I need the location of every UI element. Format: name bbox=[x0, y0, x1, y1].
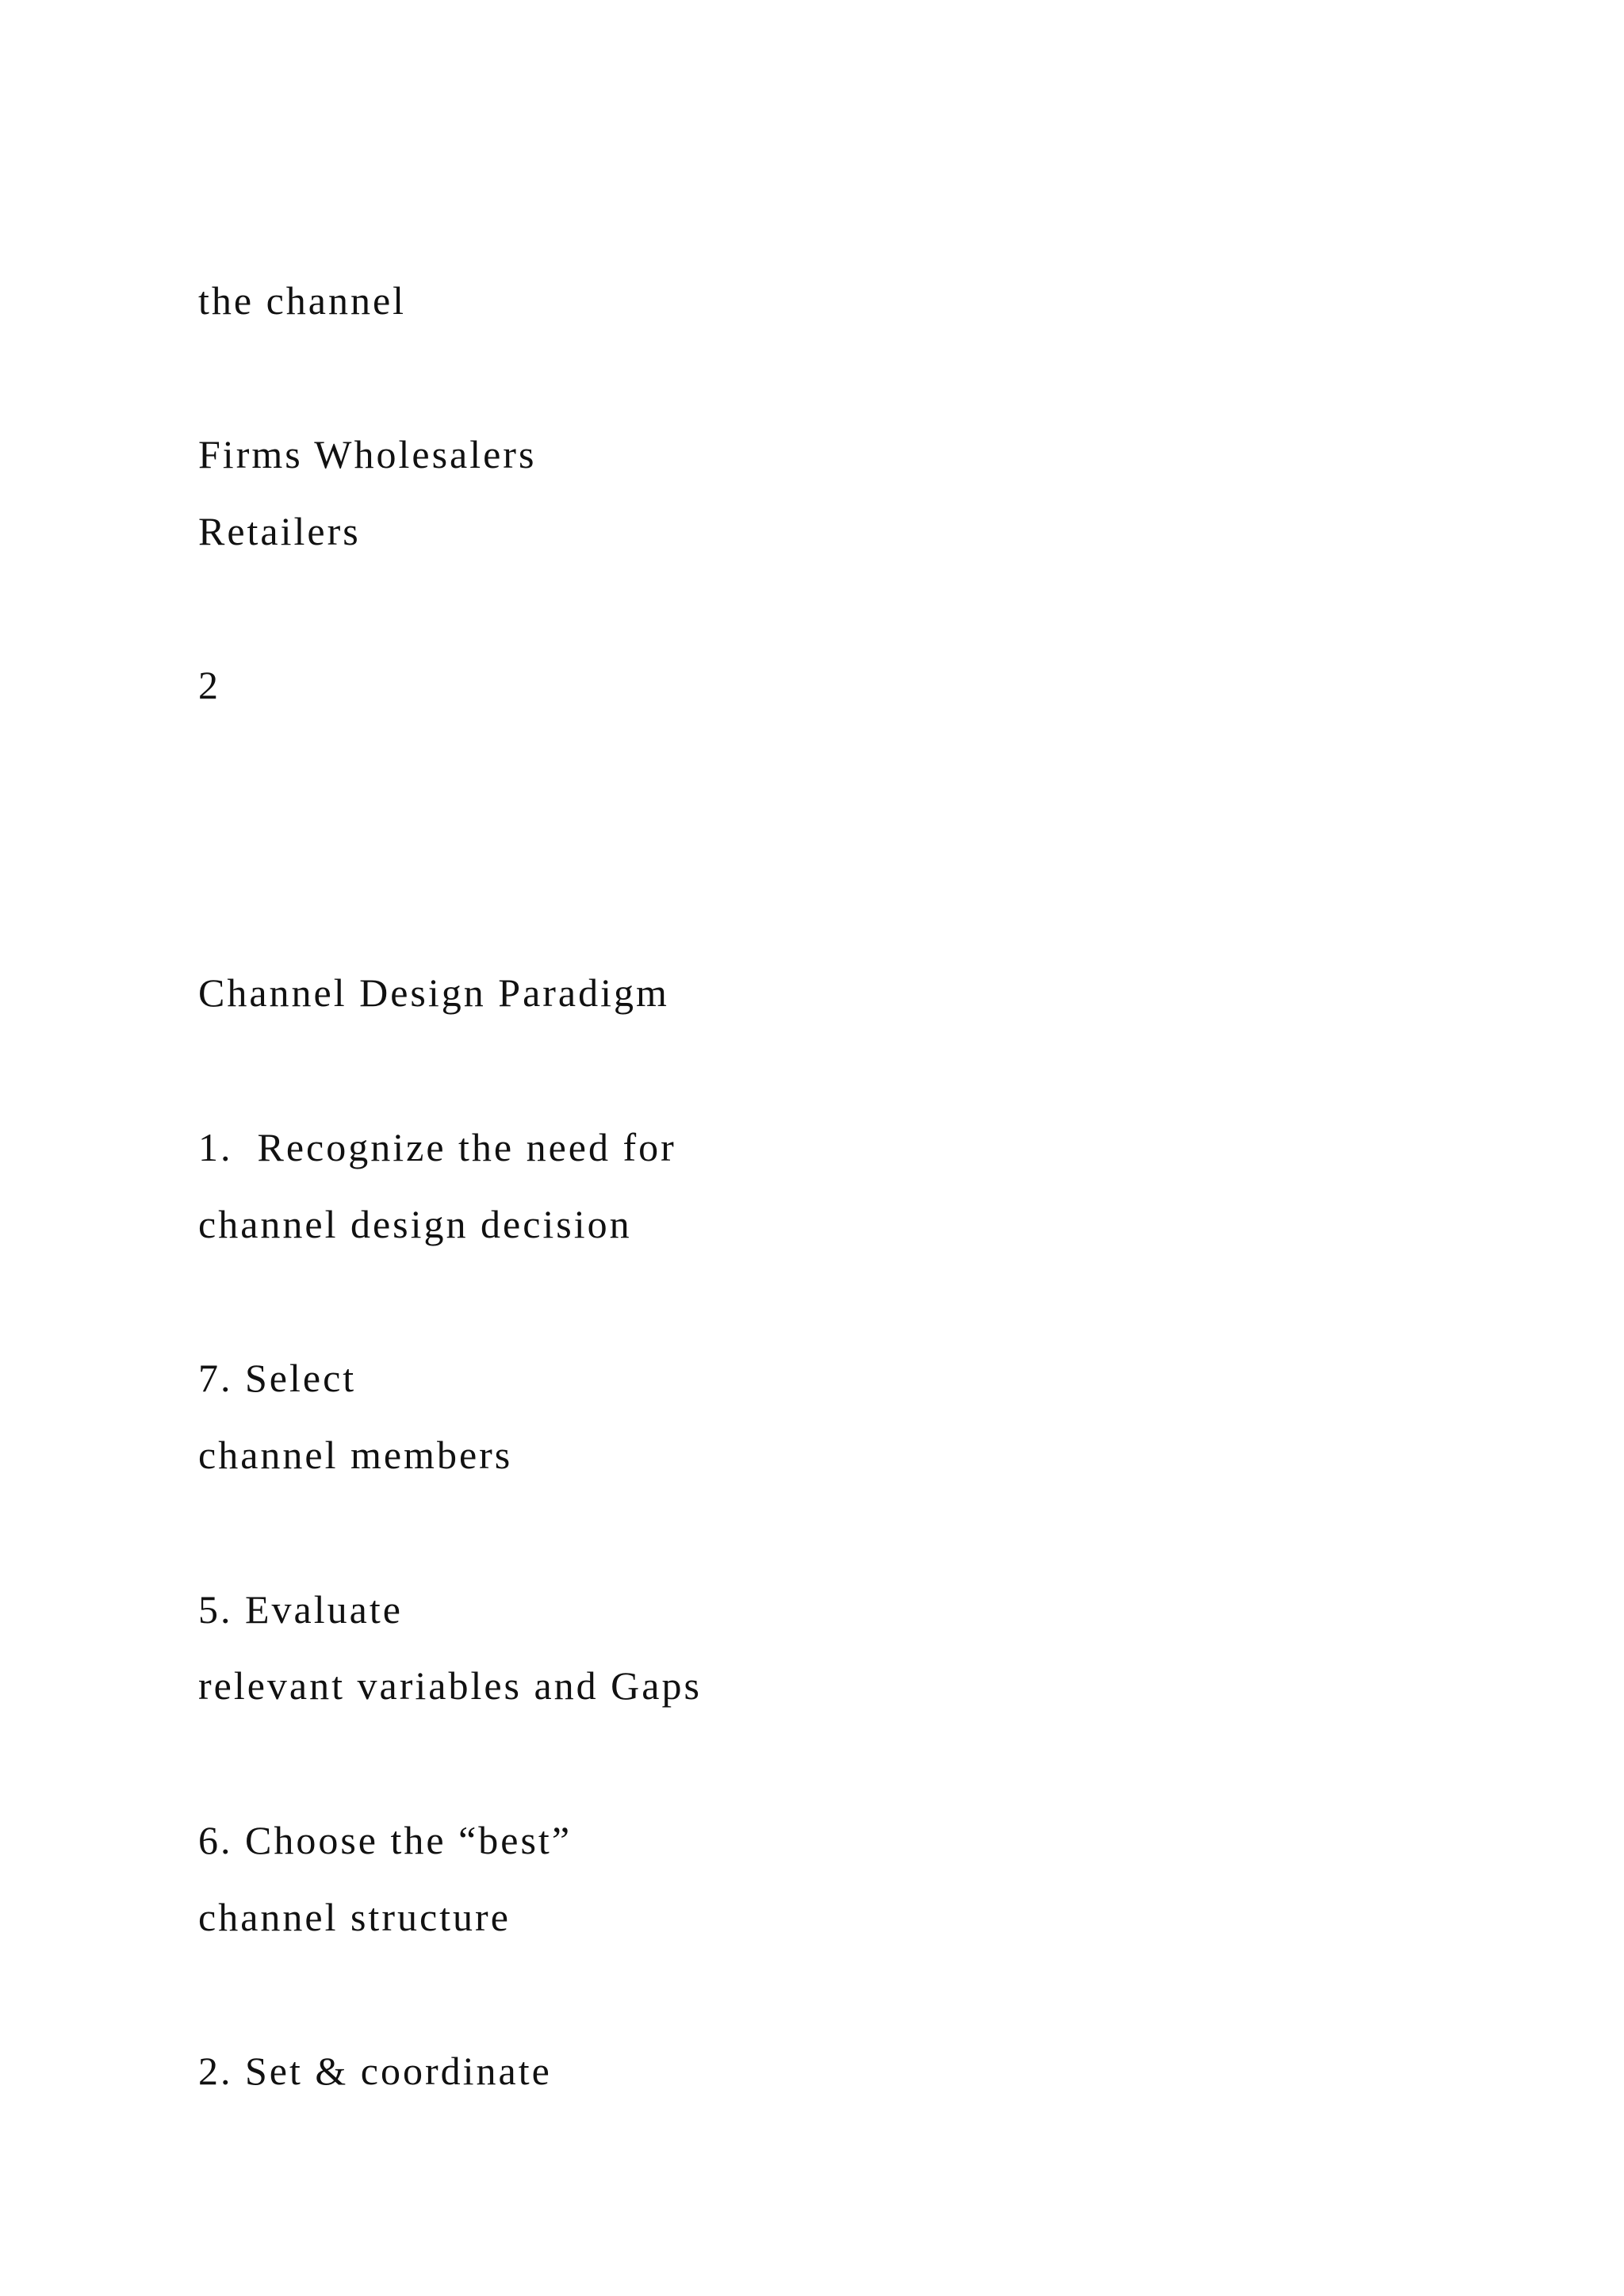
step-7-line-1: 7. Select bbox=[198, 1356, 357, 1400]
step-1-line-1: 1. Recognize the need for bbox=[198, 1125, 676, 1169]
page-number: 2 bbox=[198, 663, 220, 707]
step-6-line-1: 6. Choose the “best” bbox=[198, 1818, 573, 1862]
text-line-firms-wholesalers: Firms Wholesalers bbox=[198, 432, 537, 476]
section-title-channel-design-paradigm: Channel Design Paradigm bbox=[198, 970, 669, 1015]
step-6-line-2: channel structure bbox=[198, 1895, 511, 1939]
step-5-line-1: 5. Evaluate bbox=[198, 1587, 403, 1632]
step-1-line-2: channel design decision bbox=[198, 1202, 632, 1246]
step-2-line-1: 2. Set & coordinate bbox=[198, 2049, 552, 2093]
text-line-the-channel: the channel bbox=[198, 278, 407, 323]
text-line-retailers: Retailers bbox=[198, 509, 361, 553]
step-5-line-2: relevant variables and Gaps bbox=[198, 1663, 702, 1708]
step-7-line-2: channel members bbox=[198, 1433, 513, 1477]
